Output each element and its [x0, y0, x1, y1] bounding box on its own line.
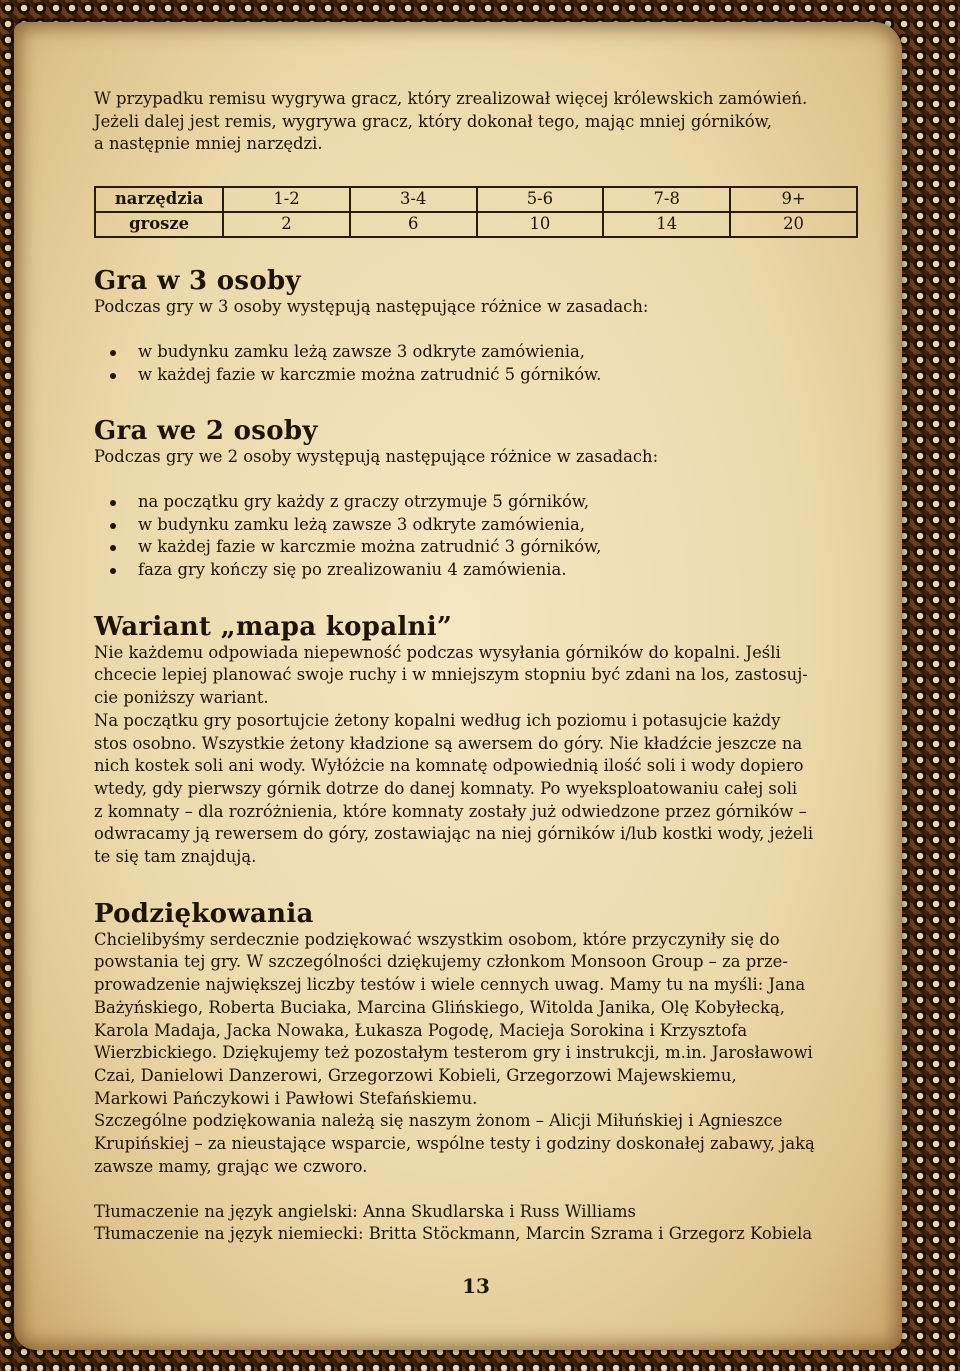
list-item: na początku gry każdy z graczy otrzymuje 5 górników,: [138, 491, 858, 514]
text-line: Karola Madaja, Jacka Nowaka, Łukasza Pogodę, Macieja Sorokina i Krzysztofa: [94, 1020, 748, 1040]
section-heading-variant: Wariant „mapa kopalni”: [94, 611, 453, 642]
text-line: Tłumaczenie na język niemiecki: Britta Stöckmann, Marcin Szrama i Grzegorz Kobiela: [94, 1224, 813, 1244]
tools-money-table: [94, 186, 858, 238]
page-number: 13: [462, 1274, 490, 1298]
text-line: odwracamy ją rewersem do góry, zostawiając na niej górników i/lub kostki wody, jeżeli: [94, 824, 814, 844]
table-row: [95, 187, 857, 212]
section-heading-3-players: Gra w 3 osoby: [94, 266, 301, 297]
table-row: [95, 212, 857, 237]
table-cell: 9+: [730, 187, 857, 212]
table-cell: grosze: [95, 212, 223, 237]
table-cell: 6: [350, 212, 477, 237]
text-line: stos osobno. Wszystkie żetony kładzione są awersem do góry. Nie kładźcie jeszcze na: [94, 733, 803, 753]
list-item: faza gry kończy się po zrealizowaniu 4 zamówienia.: [138, 559, 858, 582]
text-line: prowadzenie największej liczby testów i wiele cennych uwag. Mamy tu na myśli: Jana: [94, 975, 806, 995]
text-line: z komnaty – dla rozróżnienia, które komnaty zostały już odwiedzone przez górników –: [94, 801, 807, 821]
text-line: cie poniższy wariant.: [94, 688, 269, 708]
section-intro: Podczas gry w 3 osoby występują następujące różnice w zasadach:: [94, 297, 649, 317]
text-line: Markowi Pańczykowi i Pawłowi Stefańskiemu.: [94, 1088, 478, 1108]
text-line: nich kostek soli ani wody. Wyłóżcie na komnatę odpowiednią ilość soli i wody dopiero: [94, 756, 804, 776]
text-line: Krupińskiej – za nieustające wsparcie, wspólne testy i godziny doskonałej zabawy, jaką: [94, 1134, 815, 1154]
table-cell: 3-4: [350, 187, 477, 212]
text-line: Nie każdemu odpowiada niepewność podczas wysyłania górników do kopalni. Jeśli: [94, 642, 781, 662]
text-line: te się tam znajdują.: [94, 847, 257, 867]
section-heading-thanks: Podziękowania: [94, 898, 314, 929]
text-line: Jeżeli dalej jest remis, wygrywa gracz, który dokonał tego, mając mniej górników,: [94, 111, 772, 131]
text-line: zawsze mamy, grając we czworo.: [94, 1156, 368, 1176]
table-cell: 14: [603, 212, 730, 237]
text-line: Na początku gry posortujcie żetony kopalni według ich poziomu i potasujcie każdy: [94, 710, 781, 730]
section-heading-2-players: Gra we 2 osoby: [94, 416, 318, 447]
list-item: w budynku zamku leżą zawsze 3 odkryte zamówienia,: [138, 514, 858, 537]
table-cell: 1-2: [223, 187, 350, 212]
table-cell: 10: [477, 212, 604, 237]
table-cell: 7-8: [603, 187, 730, 212]
text-line: Wierzbickiego. Dziękujemy też pozostałym testerom gry i instrukcji, m.in. Jarosławowi: [94, 1043, 813, 1063]
text-line: Szczególne podziękowania należą się naszym żonom – Alicji Miłuńskiej i Agnieszce: [94, 1111, 783, 1131]
rules-list-3-players: [94, 341, 858, 386]
table-cell: 2: [223, 212, 350, 237]
text-line: Chcielibyśmy serdecznie podziękować wszystkim osobom, które przyczyniły się do: [94, 929, 780, 949]
list-item: w każdej fazie w karczmie można zatrudnić 3 górników,: [138, 536, 858, 559]
text-line: Bażyńskiego, Roberta Buciaka, Marcina Glińskiego, Witolda Janika, Olę Kobyłecką,: [94, 997, 785, 1017]
text-line: Tłumaczenie na język angielski: Anna Skudlarska i Russ Williams: [94, 1201, 636, 1221]
text-line: powstania tej gry. W szczególności dziękujemy członkom Monsoon Group – za prze-: [94, 952, 788, 972]
text-line: wtedy, gdy pierwszy górnik dotrze do danej komnaty. Po wyeksploatowaniu całej soli: [94, 778, 798, 798]
rules-list-2-players: [94, 491, 858, 582]
variant-paragraph: [94, 642, 858, 869]
table-cell: 20: [730, 212, 857, 237]
translation-credits: [94, 1201, 858, 1246]
text-line: chcecie lepiej planować swoje ruchy i w mniejszym stopniu być zdani na los, zastosuj-: [94, 665, 808, 685]
page-content: [94, 88, 858, 1246]
text-line: Czai, Danielowi Danzerowi, Grzegorzowi Kobieli, Grzegorzowi Majewskiemu,: [94, 1065, 737, 1085]
table-cell: narzędzia: [95, 187, 223, 212]
list-item: w każdej fazie w karczmie można zatrudnić 5 górników.: [138, 364, 858, 387]
tiebreak-paragraph: [94, 88, 858, 156]
text-line: a następnie mniej narzędzi.: [94, 134, 323, 154]
thanks-paragraph: [94, 929, 858, 1179]
table-cell: 5-6: [477, 187, 604, 212]
text-line: W przypadku remisu wygrywa gracz, który zrealizował więcej królewskich zamówień.: [94, 89, 808, 108]
section-intro: Podczas gry we 2 osoby występują następujące różnice w zasadach:: [94, 447, 659, 467]
list-item: w budynku zamku leżą zawsze 3 odkryte zamówienia,: [138, 341, 858, 364]
